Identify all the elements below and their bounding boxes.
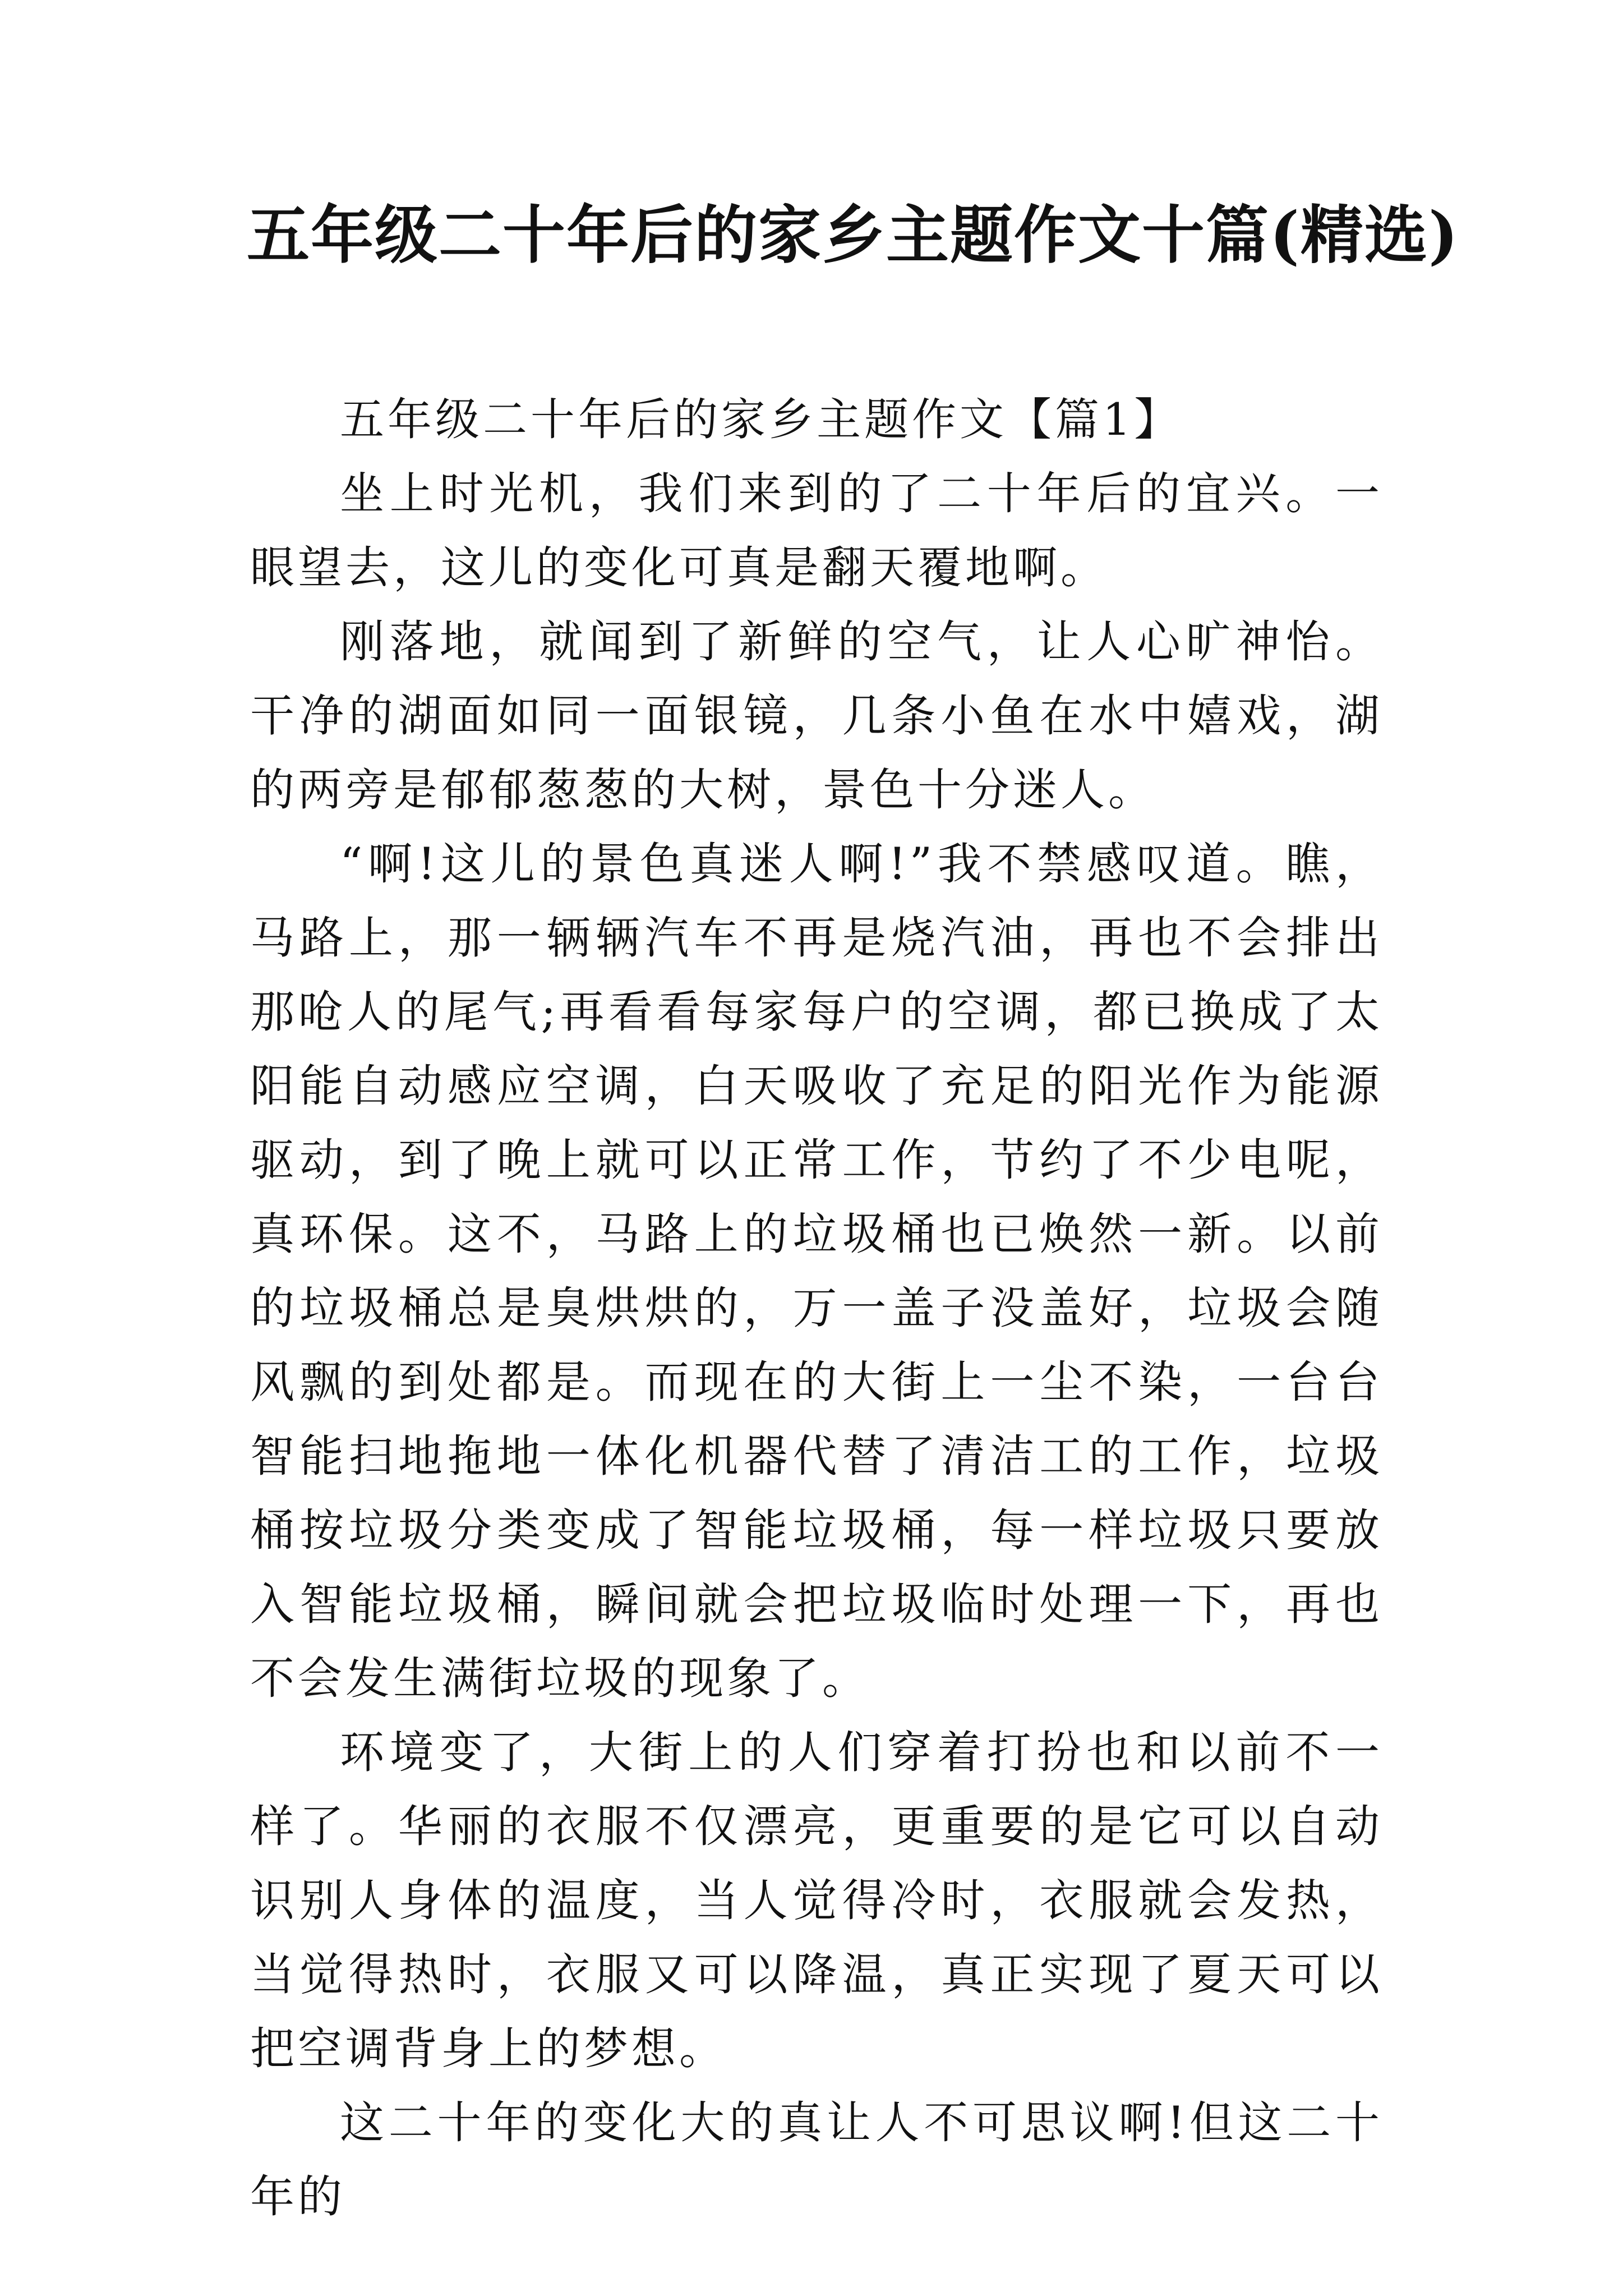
document-body: [250, 383, 1383, 2234]
paragraph-3: “啊!这儿的景色真迷人啊!”我不禁感叹道。瞧，马路上，那一辆辆汽车不再是烧汽油，再也不会排出那呛人的尾气;再看看每家每户的空调，都已换成了太阳能自动感应空调，白天吸收了充足的阳光作为能源驱动，到了晚上就可以正常工作，节约了不少电呢，真环保。这不，马路上的垃圾桶也已焕然一新。以前的垃圾桶总是臭烘烘的，万一盖子没盖好，垃圾会随风飘的到处都是。而现在的大街上一尘不染，一台台智能扫地拖地一体化机器代替了清洁工的工作，垃圾桶按垃圾分类变成了智能垃圾桶，每一样垃圾只要放入智能垃圾桶，瞬间就会把垃圾临时处理一下，再也不会发生满街垃圾的现象了。: [250, 838, 1383, 1704]
document-title: 五年级二十年后的家乡主题作文十篇(精选): [247, 199, 1459, 272]
section-heading: 五年级二十年后的家乡主题作文【篇1】: [340, 394, 1182, 445]
paragraph-2: 刚落地，就闻到了新鲜的空气，让人心旷神怡。干净的湖面如同一面银镜，几条小鱼在水中嬉戏，湖的两旁是郁郁葱葱的大树，景色十分迷人。: [250, 616, 1383, 816]
paragraph-1: 坐上时光机，我们来到的了二十年后的宜兴。一眼望去，这儿的变化可真是翻天覆地啊。: [250, 468, 1383, 593]
paragraph-5: 这二十年的变化大的真让人不可思议啊!但这二十年的: [250, 2097, 1383, 2223]
paragraph-4: 环境变了，大街上的人们穿着打扮也和以前不一样了。华丽的衣服不仅漂亮，更重要的是它可以自动识别人身体的温度，当人觉得冷时，衣服就会发热，当觉得热时，衣服又可以降温，真正实现了夏天可以把空调背身上的梦想。: [250, 1727, 1383, 2074]
